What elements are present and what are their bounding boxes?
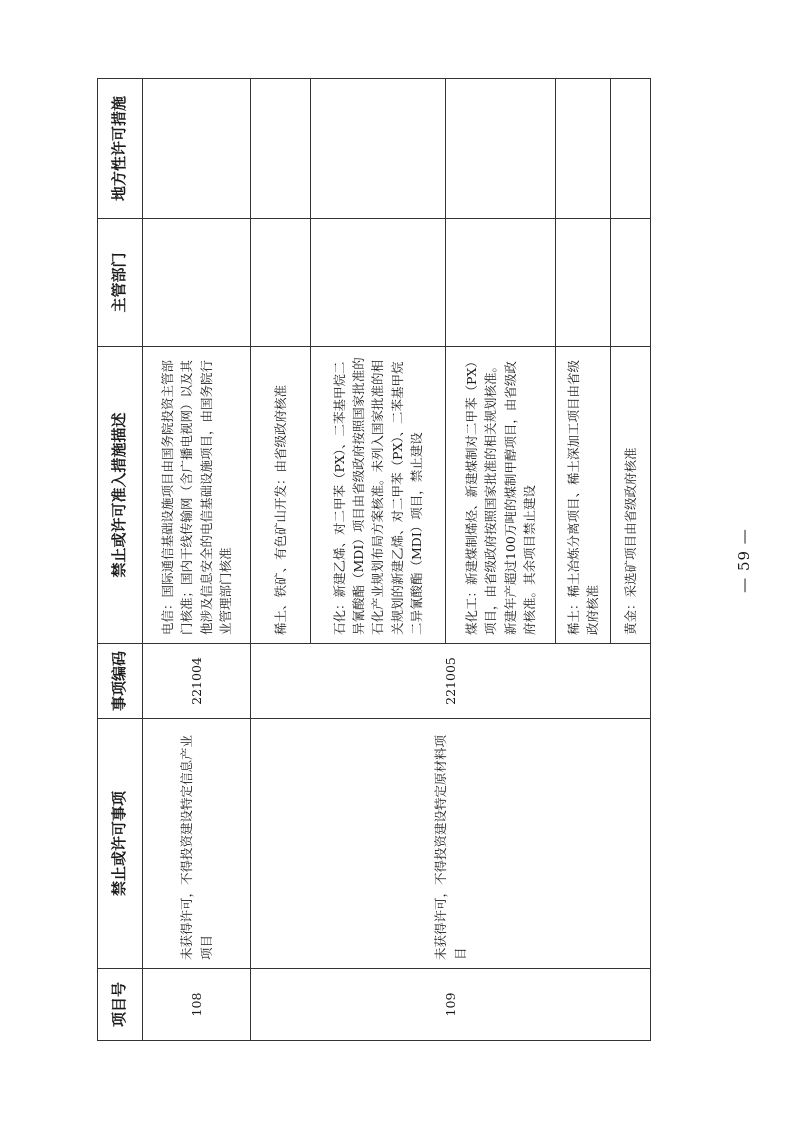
row-109a-department [251,219,311,347]
row-109e-local [611,79,651,219]
row-109-item: 未获得许可，不得投资建设特定原材料项目 [251,719,651,969]
row-109-desc-gold: 黄金：采选矿项目由省级政府核准 [611,347,651,644]
row-109-code: 221005 [251,644,651,719]
table-row [143,79,251,1041]
row-109c-department [446,219,556,347]
header-project-no: 项目号 [98,969,143,1041]
row-108-local [143,79,251,219]
row-109-no: 109 [251,969,651,1041]
header-local-measures: 地方性许可措施 [98,79,143,219]
row-109d-department [556,219,611,347]
row-109b-local [311,79,446,219]
row-109c-local [446,79,556,219]
row-109-desc-petrochem: 石化：新建乙烯、对二甲苯（PX）、二苯基甲烷二异氰酸酯（MDI）项目由省级政府按照国家批准的石化产业规划布局方案核准。未列入国家批准的相关规划的新建乙烯、对二甲苯（PX）、二苯基甲烷二异氰酸酯（MDI）项目，禁止建设 [311,347,446,644]
row-109-desc-coal-chem: 煤化工：新建煤制烯烃、新建煤制对二甲苯（PX）项目，由省级政府按照国家批准的相关规划核准。新建年产超过100万吨的煤制甲醇项目，由省级政府核准。其余项目禁止建设 [446,347,556,644]
table-header-row [98,79,143,1041]
row-109d-local [556,79,611,219]
restriction-list-table [97,78,651,1041]
table-row [251,79,311,1041]
row-109b-department [311,219,446,347]
row-108-desc-telecom: 电信：国际通信基础设施项目由国务院投资主管部门核准；国内干线传输网（含广播电视网）以及其他涉及信息安全的电信基础设施项目，由国务院行业管理部门核准 [143,347,251,644]
page-number: — 59 — [735,528,753,593]
header-measure-description: 禁止或许可准入措施描述 [98,347,143,644]
header-item-code: 事项编码 [98,644,143,719]
row-109e-department [611,219,651,347]
row-108-department [143,219,251,347]
row-108-code: 221004 [143,644,251,719]
header-department: 主管部门 [98,219,143,347]
row-109-desc-mining: 稀土、铁矿、有色矿山开发：由省级政府核准 [251,347,311,644]
row-108-no: 108 [143,969,251,1041]
row-109a-local [251,79,311,219]
header-item: 禁止或许可事项 [98,719,143,969]
row-109-desc-rare-earth: 稀土：稀土冶炼分离项目、稀土深加工项目由省级政府核准 [556,347,611,644]
row-108-item: 未获得许可，不得投资建设特定信息产业项目 [143,719,251,969]
